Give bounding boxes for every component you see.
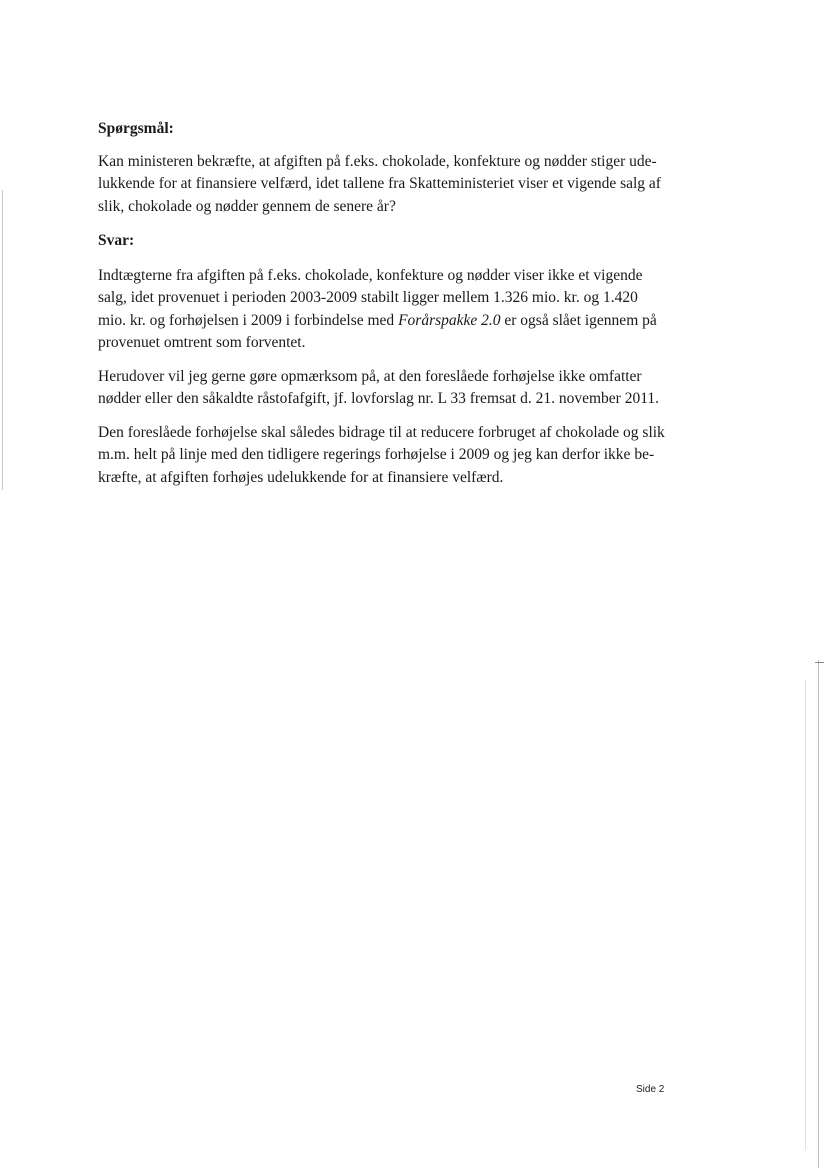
- answer-line: [98, 310, 670, 333]
- scan-mark: [815, 662, 824, 663]
- answer-line: salg, idet provenuet i perioden 2003-2009 stabilt ligger mellem 1.326 mio. kr. og 1.420: [98, 289, 638, 306]
- answer-line: Den foreslåede forhøjelse skal således bidrage til at reducere forbruget af chokolade og slik: [98, 423, 665, 441]
- scan-edge-right-faint: [805, 680, 806, 1150]
- scan-edge-right: [818, 660, 819, 1168]
- document-body: [98, 118, 670, 500]
- answer-text: mio. kr. og forhøjelsen i 2009 i forbindelse med: [98, 311, 399, 329]
- question-paragraph: [98, 151, 670, 219]
- answer-text: er også slået igennem på: [500, 311, 657, 329]
- question-line: Kan ministeren bekræfte, at afgiften på f.eks. chokolade, konfekture og nødder stiger ude-: [98, 152, 657, 170]
- question-line: lukkende for at finansiere velfærd, idet tallene fra Skatteministeriet viser et vigende salg af: [98, 175, 661, 192]
- answer-paragraph-1: [98, 265, 670, 355]
- answer-line: Herudover vil jeg gerne gøre opmærksom på, at den foreslåede forhøjelse ikke omfatter: [98, 367, 642, 385]
- scan-edge-left: [2, 190, 3, 490]
- answer-line: nødder eller den såkaldte råstofafgift, jf. lovforslag nr. L 33 fremsat d. 21. november 2011.: [98, 390, 659, 407]
- answer-line: kræfte, at afgiften forhøjes udelukkende for at finansiere velfærd.: [98, 468, 504, 486]
- question-heading: Spørgsmål:: [98, 120, 174, 137]
- answer-paragraph-3: [98, 422, 670, 490]
- answer-heading: Svar:: [98, 232, 135, 249]
- answer-line: m.m. helt på linje med den tidligere regerings forhøjelse i 2009 og jeg kan derfor ikke be-: [98, 446, 655, 463]
- page-number: Side 2: [636, 1084, 665, 1095]
- answer-line: Indtægterne fra afgiften på f.eks. chokolade, konfekture og nødder viser ikke et vigende: [98, 266, 643, 284]
- program-name: Forårspakke 2.0: [398, 311, 501, 329]
- answer-line: provenuet omtrent som forventet.: [98, 334, 306, 351]
- answer-paragraph-2: [98, 366, 670, 411]
- question-line: slik, chokolade og nødder gennem de senere år?: [98, 197, 396, 215]
